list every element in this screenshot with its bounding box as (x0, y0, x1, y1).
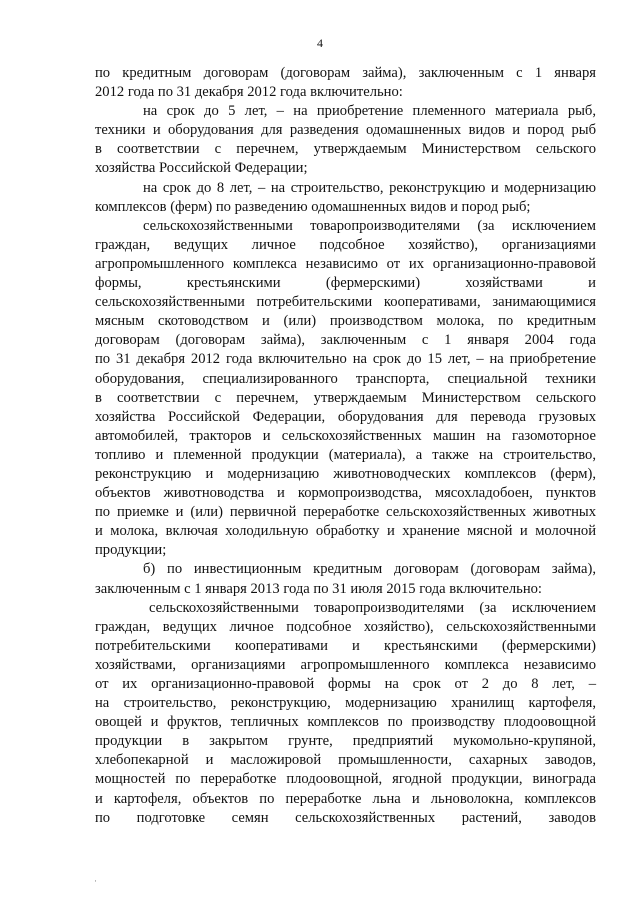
text-line: в соответствии с перечнем, утверждаемым Министерством сельского (95, 389, 596, 406)
text-line: оборудования, специализированного транспорта, специальной техники (95, 370, 596, 387)
text-line: хозяйства Российской Федерации; (95, 160, 308, 177)
text-line: граждан, ведущих личное подсобное хозяйство), организациями (95, 236, 596, 253)
text-line: автомобилей, тракторов и сельскохозяйственных машин на газомоторное (95, 427, 596, 444)
text-line: сельскохозяйственными потребительскими кооперативами, занимающимися (95, 294, 596, 311)
text-line: формы, крестьянскими (фермерскими) хозяйствами и (95, 275, 596, 292)
scan-mark: · (94, 876, 97, 886)
text-line: договорам (договорам займа), заключенным с 1 января 2004 года (95, 332, 596, 349)
text-line: потребительскими кооперативами и крестьянскими (фермерскими) (95, 637, 596, 654)
text-line: продукции в закрытом грунте, предприятий мукомольно-крупяной, (95, 733, 596, 750)
text-line: в соответствии с перечнем, утверждаемым Министерством сельского (95, 141, 596, 158)
text-line: хозяйства Российской Федерации, оборудования для перевода грузовых (95, 408, 596, 425)
text-line: и картофеля, объектов по переработке льна и льноволокна, комплексов (95, 790, 596, 807)
text-line: комплексов (ферм) по разведению одомашненных видов и пород рыб; (95, 198, 531, 215)
text-line: сельскохозяйственными товаропроизводителями (за исключением (149, 599, 596, 616)
text-line: по кредитным договорам (договорам займа), заключенным с 1 января (95, 65, 596, 81)
text-line: по приемке и (или) первичной переработке сельскохозяйственных животных (95, 504, 596, 521)
text-line: топливо и племенной продукции (материала), а также на строительство, (95, 446, 596, 463)
page-number: 4 (317, 36, 323, 50)
text-line: по 31 декабря 2012 года включительно на срок до 15 лет, – на приобретение (95, 351, 596, 368)
text-line: мощностей по переработке плодоовощной, ягодной продукции, винограда (95, 771, 596, 788)
text-line: на срок до 8 лет, – на строительство, реконструкцию и модернизацию (143, 179, 596, 196)
text-line: хлебопекарной и масложировой промышленности, сахарных заводов, (95, 752, 596, 769)
text-line: техники и оборудования для разведения одомашненных видов и пород рыб (95, 122, 596, 139)
text-line: граждан, ведущих личное подсобное хозяйство), сельскохозяйственными (95, 618, 596, 635)
text-line: реконструкцию и модернизацию животноводческих комплексов (ферм), (95, 465, 596, 482)
text-line: на строительство, реконструкцию, модернизацию хранилищ картофеля, (95, 695, 596, 712)
text-line: и молока, включая холодильную обработку и хранение мясной и молочной (95, 523, 596, 540)
text-line: агропромышленного комплекса независимо от их организационно-правовой (95, 255, 596, 272)
text-line: сельскохозяйственными товаропроизводителями (за исключением (143, 217, 596, 234)
text-line: мясным скотоводством и (или) производством молока, по кредитным (95, 313, 596, 330)
text-line: по подготовке семян сельскохозяйственных растений, заводов (95, 809, 596, 826)
text-line: на срок до 5 лет, – на приобретение племенного материала рыб, (143, 103, 596, 120)
text-line: б) по инвестиционным кредитным договорам (договорам займа), (143, 561, 596, 578)
text-line: овощей и фруктов, тепличных комплексов по производству плодоовощной (95, 714, 596, 731)
text-line: продукции; (95, 542, 167, 559)
text-line: от их организационно-правовой формы на срок от 2 до 8 лет, – (95, 676, 596, 692)
text-line: заключенным с 1 января 2013 года по 31 июля 2015 года включительно: (95, 580, 542, 597)
text-line: 2012 года по 31 декабря 2012 года включительно: (95, 84, 403, 101)
text-line: объектов животноводства и кормопроизводства, мясохладобоен, пунктов (95, 485, 596, 502)
text-line: хозяйствами, организациями агропромышленного комплекса независимо (95, 656, 596, 673)
document-body (95, 64, 596, 828)
